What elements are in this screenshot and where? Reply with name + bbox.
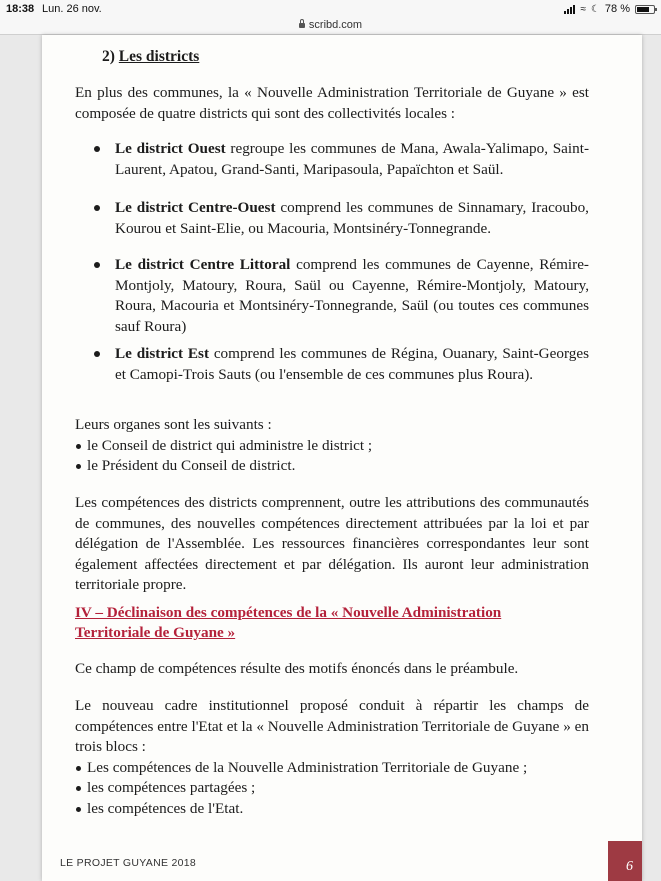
intro-text: En plus des communes, la « Nouvelle Administration Territoriale de Guyane » est composée de quatre districts qui sont des collectivités locales : <box>75 84 589 122</box>
wifi-icon: ≈ <box>580 3 586 15</box>
bullet-icon <box>76 444 81 449</box>
section-iv-heading <box>75 603 555 643</box>
status-time: 18:38 <box>6 3 35 15</box>
district-text: comprend les communes de Sinnamary, Iracoubo, Kourou et Saint-Elie, ou Macouria, Montsinéry-Tonnegrande. <box>115 199 589 237</box>
cadre-block <box>75 696 589 819</box>
competences-paragraph <box>75 493 589 596</box>
footer-label: LE PROJET GUYANE 2018 <box>60 857 197 869</box>
district-name: Le district Centre-Ouest <box>115 199 276 216</box>
heading-iv-text: IV – Déclinaison des compétences de la « Nouvelle Administration Territoriale de Guyane » <box>75 604 502 641</box>
bullet-icon <box>94 205 100 211</box>
intro-paragraph <box>75 83 589 124</box>
section-title-text: Les districts <box>118 48 200 65</box>
bullet-icon <box>94 146 100 152</box>
document-page <box>42 35 642 881</box>
bullet-icon <box>94 351 100 357</box>
moon-icon: ☾ <box>590 3 600 15</box>
battery-icon <box>635 5 655 14</box>
organs-block <box>75 415 589 477</box>
status-right <box>564 3 655 15</box>
bullet-icon <box>76 464 81 469</box>
organs-intro: Leurs organes sont les suivants : <box>75 416 272 433</box>
battery-fill <box>637 7 649 12</box>
district-text: comprend les communes de Régina, Ouanary, Saint-Georges et Camopi-Trois Sauts (ou l'ensemble de ces communes plus Roura). <box>115 345 589 383</box>
bullet-icon <box>76 786 81 791</box>
bloc-text: les compétences partagées ; <box>87 779 256 796</box>
district-item <box>115 344 589 385</box>
district-text: regroupe les communes de Mana, Awala-Yalimapo, Saint-Laurent, Apatou, Grand-Santi, Maripasoula, Papaïchton et Saül. <box>115 140 590 178</box>
champ-text: Ce champ de compétences résulte des motifs énoncés dans le préambule. <box>75 660 519 677</box>
page-number: 6 <box>626 859 633 874</box>
competences-text: Les compétences des districts comprennent, outre les attributions des communautés de communes, des nouvelles compétences directement attribuées par la loi et par délégation de l'Assemblée. Les ressources financières correspondantes leur sont également affectées directement et par délégation. Ils auront leur administration territoriale propre. <box>75 494 589 593</box>
list-item <box>75 758 589 779</box>
list-item <box>75 436 589 457</box>
champ-paragraph <box>75 659 589 680</box>
status-bar <box>0 0 661 18</box>
district-name: Le district Est <box>115 345 209 362</box>
page-number-box <box>608 841 642 881</box>
url-domain: scribd.com <box>308 19 363 31</box>
bullet-icon <box>76 807 81 812</box>
district-text: comprend les communes de Cayenne, Rémire-Montjoly, Matoury, Roura, Saül ou Cayenne, Rémire-Montjoly, Matoury, Roura, Macouria et Montsinéry-Tonnegrande, Saül (ou toutes ces communes sauf Roura) <box>115 256 589 335</box>
organ-text: le Conseil de district qui administre le district ; <box>87 436 373 454</box>
section-number: 2) <box>102 48 115 65</box>
lock-icon <box>299 23 305 28</box>
battery-percent: 78 % <box>604 3 630 15</box>
list-item <box>75 456 589 477</box>
district-item <box>115 255 589 337</box>
section-title <box>102 47 199 68</box>
cadre-text: Le nouveau cadre institutionnel proposé conduit à répartir les champs de compétences entre l'Etat et la « Nouvelle Administration Territoriale de Guyane » en trois blocs : <box>75 697 589 755</box>
url-bar[interactable] <box>0 18 661 35</box>
district-item <box>115 139 589 180</box>
bloc-text: les compétences de l'Etat. <box>87 799 244 817</box>
list-item <box>75 778 589 799</box>
district-name: Le district Ouest <box>115 140 226 157</box>
district-name: Le district Centre Littoral <box>115 256 291 273</box>
organ-text: le Président du Conseil de district. <box>87 457 296 474</box>
district-item <box>115 198 589 239</box>
bloc-text: Les compétences de la Nouvelle Administration Territoriale de Guyane ; <box>87 758 528 776</box>
bullet-icon <box>76 766 81 771</box>
status-date: Lun. 26 nov. <box>42 3 102 15</box>
bullet-icon <box>94 262 100 268</box>
list-item <box>75 799 589 820</box>
cellular-signal-icon <box>564 5 575 14</box>
